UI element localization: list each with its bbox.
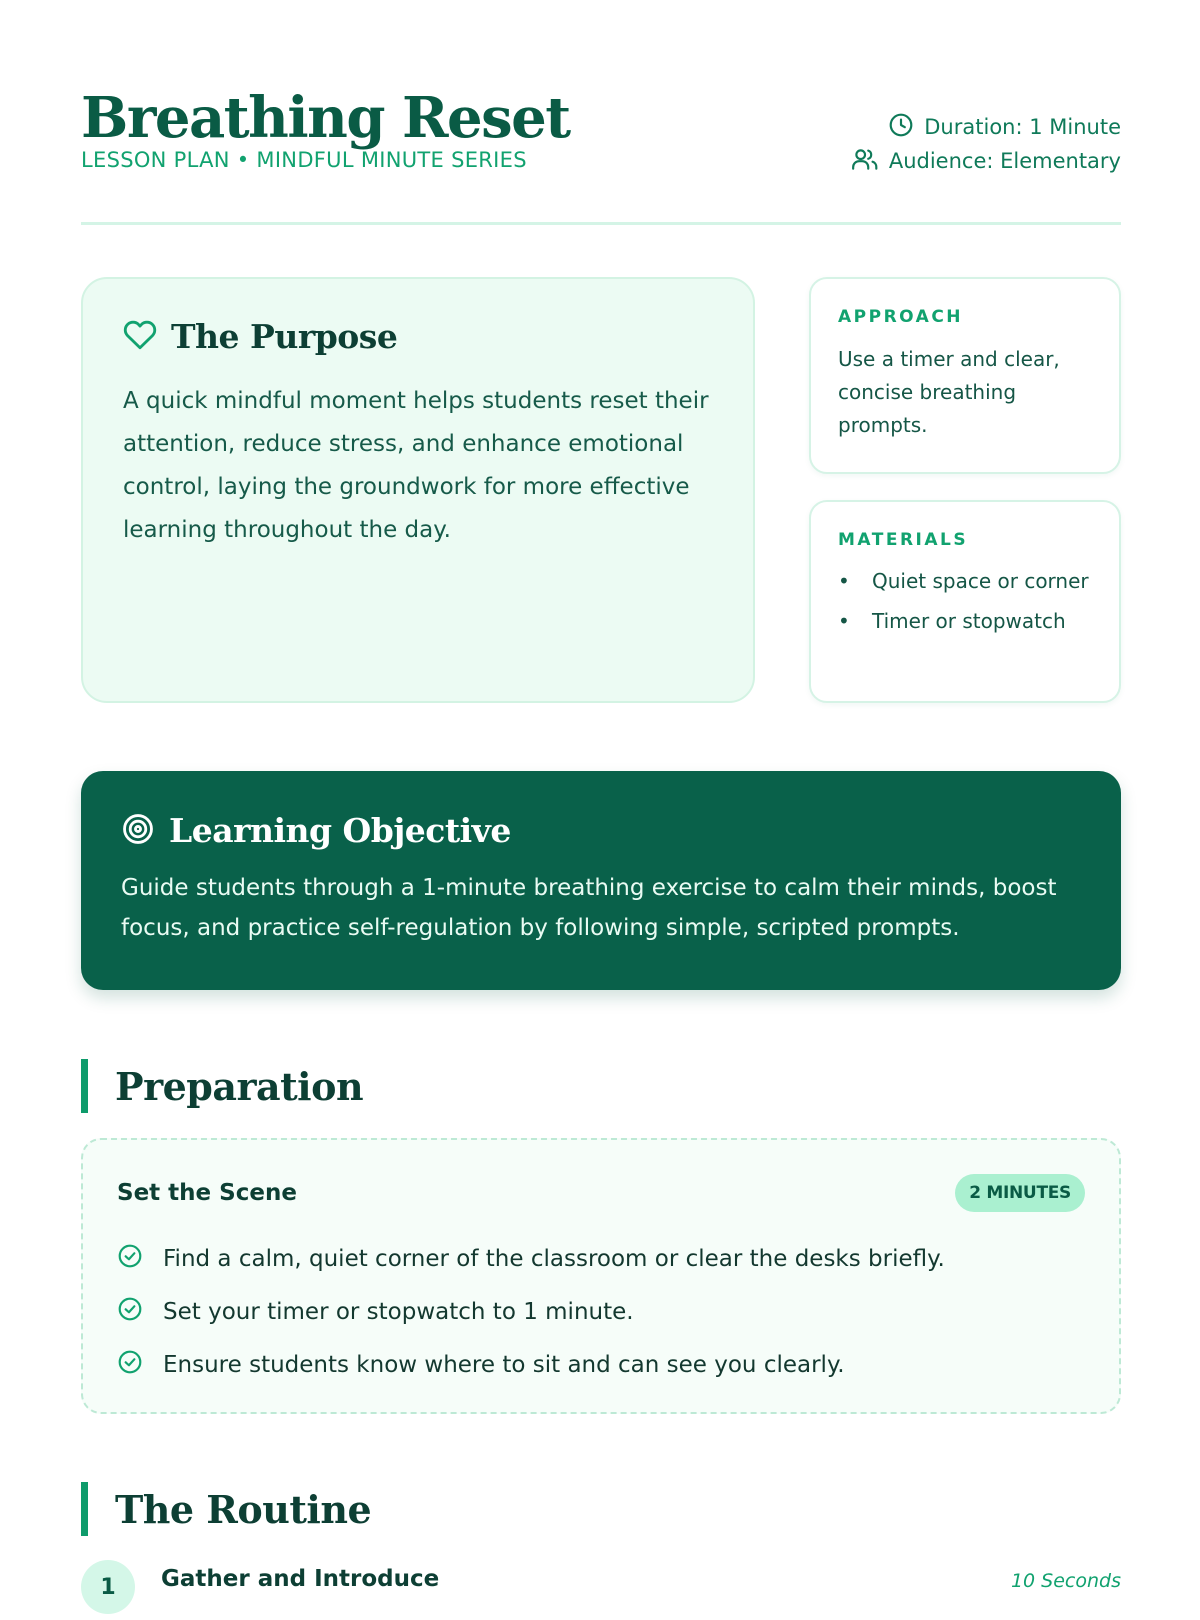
page-subtitle: LESSON PLAN • MINDFUL MINUTE SERIES — [81, 148, 527, 172]
clock-icon — [888, 112, 924, 143]
routine-step — [81, 1560, 1121, 1620]
checklist-text: Find a calm, quiet corner of the classroom or clear the desks briefly. — [163, 1245, 945, 1272]
purpose-card — [81, 277, 755, 703]
objective-card — [81, 771, 1121, 990]
duration-meta — [851, 110, 1121, 144]
materials-card — [809, 500, 1121, 703]
objective-header — [121, 811, 1081, 850]
materials-label: MATERIALS — [838, 530, 969, 550]
lesson-meta — [851, 110, 1121, 178]
list-item: • Quiet space or corner — [838, 569, 1089, 593]
step-time: 10 Seconds — [1010, 1570, 1121, 1592]
purpose-title: The Purpose — [171, 317, 398, 356]
purpose-text: A quick mindful moment helps students reset their attention, reduce stress, and enhance emotional control, laying the groundwork for more effective learning throughout the day. — [123, 388, 709, 543]
list-item — [117, 1232, 1085, 1285]
preparation-heading-text: Preparation — [115, 1063, 364, 1109]
preparation-card-title: Set the Scene — [117, 1180, 297, 1206]
approach-text: Use a timer and clear, concise breathing prompts. — [838, 347, 1060, 437]
page-title: Breathing Reset — [81, 85, 570, 151]
list-item: • Timer or stopwatch — [838, 609, 1066, 633]
check-circle-icon — [117, 1349, 163, 1381]
preparation-card-header — [117, 1174, 1085, 1212]
routine-heading-text: The Routine — [115, 1486, 372, 1532]
users-icon — [851, 146, 889, 177]
checklist-text: Set your timer or stopwatch to 1 minute. — [163, 1298, 634, 1325]
duration-badge: 2 MINUTES — [955, 1174, 1085, 1212]
target-icon — [121, 812, 155, 850]
audience-text: Audience: Elementary — [888, 149, 1121, 173]
approach-card — [809, 277, 1121, 474]
check-circle-icon — [117, 1296, 163, 1328]
list-item — [117, 1338, 1085, 1391]
list-item — [117, 1285, 1085, 1338]
preparation-checklist — [117, 1232, 1085, 1391]
duration-text: Duration: 1 Minute — [924, 115, 1121, 139]
check-circle-icon — [117, 1243, 163, 1275]
purpose-header — [123, 317, 713, 356]
materials-list — [838, 564, 1092, 638]
objective-title: Learning Objective — [169, 811, 511, 850]
heart-icon — [123, 318, 157, 356]
step-number: 1 — [81, 1560, 135, 1614]
preparation-card — [81, 1138, 1121, 1414]
step-title: Gather and Introduce — [161, 1566, 440, 1592]
routine-heading — [81, 1482, 371, 1536]
preparation-heading — [81, 1059, 363, 1113]
objective-text: Guide students through a 1-minute breathing exercise to calm their minds, boost focus, and practice self-regulation by following simple, scripted prompts. — [121, 875, 1057, 941]
approach-label: APPROACH — [838, 307, 964, 327]
page-header — [81, 80, 1121, 225]
checklist-text: Ensure students know where to sit and can see you clearly. — [163, 1351, 845, 1378]
audience-meta — [851, 144, 1121, 178]
